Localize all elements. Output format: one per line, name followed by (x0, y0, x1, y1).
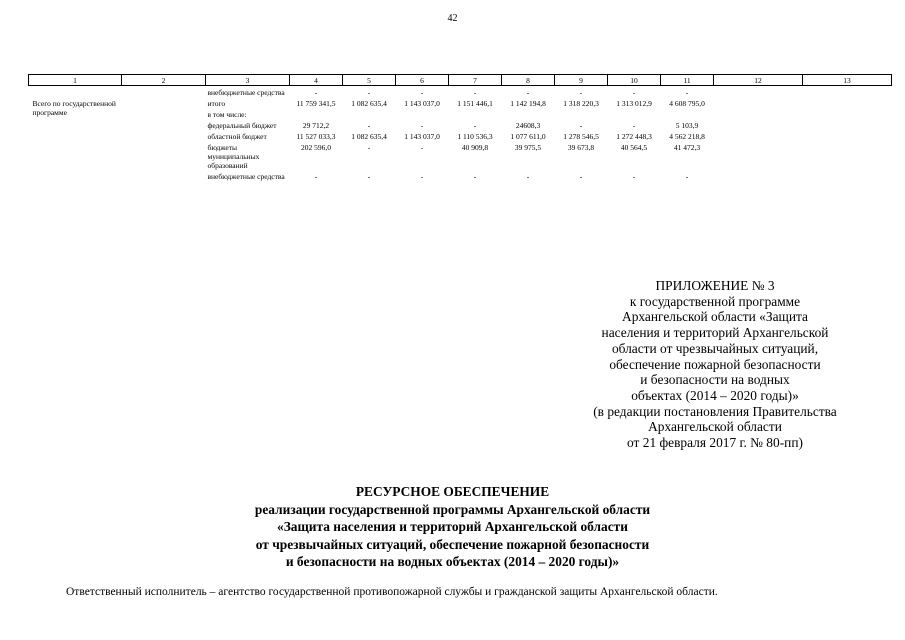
column-header: 5 (343, 75, 396, 86)
source-label: федеральный бюджет (207, 121, 277, 130)
value-cell (608, 108, 661, 119)
column-header: 7 (449, 75, 502, 86)
value-cell (555, 108, 608, 119)
responsible-executor: Ответственный исполнитель – агентство государственной противопожарной службы и гражданской защиты Архангельской области. (66, 586, 718, 598)
column-header: 13 (803, 75, 892, 86)
empty-cell (714, 108, 803, 119)
value-cell: - (420, 121, 424, 130)
value-cell (502, 108, 555, 119)
value-cell: 1 143 037,0 (404, 99, 440, 108)
value-cell: 1 082 635,4 (351, 99, 387, 108)
heading-line: от чрезвычайных ситуаций, обеспечение пожарной безопасности (255, 536, 650, 552)
empty-cell (122, 86, 206, 98)
value-cell: - (579, 88, 583, 97)
value-cell: - (314, 172, 318, 181)
value-cell: 40 564,5 (620, 143, 648, 152)
value-cell: 4 562 218,8 (669, 132, 705, 141)
program-cell: Всего по государственной программе (32, 99, 116, 117)
column-header: 8 (502, 75, 555, 86)
value-cell: - (420, 143, 424, 152)
value-cell: 1 082 635,4 (351, 132, 387, 141)
appendix-line: Архангельской области «Защита (622, 309, 808, 325)
source-label: бюджеты муниципальных образований (207, 143, 260, 170)
value-cell: - (367, 143, 371, 152)
value-cell: - (632, 88, 636, 97)
appendix-line: области от чрезвычайных ситуаций, (611, 340, 819, 356)
value-cell: 11 759 341,5 (296, 99, 336, 108)
value-cell: - (685, 172, 689, 181)
column-header: 11 (661, 75, 714, 86)
empty-cell (714, 130, 803, 141)
column-header: 2 (122, 75, 206, 86)
empty-cell (122, 97, 206, 181)
empty-cell (714, 170, 803, 181)
column-header: 3 (206, 75, 290, 86)
value-cell: - (685, 88, 689, 97)
value-cell: 29 712,2 (302, 121, 330, 130)
value-cell: 1 143 037,0 (404, 132, 440, 141)
table-row (29, 97, 892, 108)
value-cell: - (632, 121, 636, 130)
appendix-line: Архангельской области (648, 419, 782, 435)
value-cell: - (526, 88, 530, 97)
value-cell: - (314, 88, 318, 97)
value-cell: - (579, 121, 583, 130)
value-cell: 40 909,8 (461, 143, 489, 152)
appendix-line: (в редакции постановления Правительства (593, 403, 837, 419)
appendix-line: и безопасности на водных (640, 372, 790, 388)
value-cell: - (579, 172, 583, 181)
appendix-block (570, 278, 860, 451)
appendix-line: объектах (2014 – 2020 годы)» (631, 387, 799, 403)
value-cell: 1 142 194,8 (510, 99, 546, 108)
value-cell (449, 108, 502, 119)
column-header: 10 (608, 75, 661, 86)
value-cell (343, 108, 396, 119)
value-cell (290, 108, 343, 119)
document-heading (0, 483, 905, 571)
value-cell: 5 103,9 (675, 121, 699, 130)
value-cell: 41 472,3 (673, 143, 701, 152)
empty-cell (803, 86, 892, 98)
value-cell: 1 077 611,0 (510, 132, 546, 141)
empty-cell (714, 97, 803, 108)
source-label: областной бюджет (207, 132, 267, 141)
value-cell: 1 313 012,9 (616, 99, 652, 108)
appendix-line: от 21 февраля 2017 г. № 80-пп) (627, 435, 803, 451)
appendix-line: к государственной программе (629, 293, 801, 309)
program-cell (29, 86, 122, 98)
empty-cell (714, 86, 803, 98)
empty-cell (803, 170, 892, 181)
value-cell (661, 108, 714, 119)
source-label: внебюджетные средства (207, 88, 285, 97)
heading-line: реализации государственной программы Архангельской области (254, 501, 651, 517)
value-cell: - (473, 172, 477, 181)
value-cell: 1 272 448,3 (616, 132, 652, 141)
heading-title: РЕСУРСНОЕ ОБЕСПЕЧЕНИЕ (355, 484, 550, 499)
empty-cell (714, 119, 803, 130)
value-cell: - (526, 172, 530, 181)
empty-cell (803, 119, 892, 130)
column-header: 9 (555, 75, 608, 86)
value-cell: 1 110 536,3 (457, 132, 493, 141)
empty-cell (803, 97, 892, 108)
value-cell: - (367, 88, 371, 97)
resource-table (28, 74, 892, 181)
value-cell: 11 527 033,3 (296, 132, 336, 141)
source-label: итого (207, 99, 226, 108)
value-cell: - (632, 172, 636, 181)
value-cell: 202 596,0 (301, 143, 331, 152)
value-cell: - (473, 121, 477, 130)
empty-cell (803, 108, 892, 119)
page-number: 42 (447, 13, 458, 24)
column-header: 6 (396, 75, 449, 86)
value-cell: - (367, 172, 371, 181)
table-header-row (29, 75, 892, 86)
value-cell: 1 151 446,1 (457, 99, 493, 108)
column-header: 1 (29, 75, 122, 86)
source-label: внебюджетные средства (207, 172, 285, 181)
appendix-line: населения и территорий Архангельской (601, 325, 829, 341)
table-row (29, 86, 892, 98)
empty-cell (803, 141, 892, 170)
value-cell: 39 673,8 (567, 143, 595, 152)
value-cell: 1 278 546,5 (563, 132, 599, 141)
appendix-line: обеспечение пожарной безопасности (609, 356, 821, 372)
value-cell: - (473, 88, 477, 97)
column-header: 4 (290, 75, 343, 86)
appendix-title: ПРИЛОЖЕНИЕ № 3 (655, 278, 775, 293)
heading-line: «Защита населения и территорий Архангельской области (277, 519, 628, 534)
value-cell: 39 975,5 (514, 143, 542, 152)
value-cell: 24608,3 (515, 121, 541, 130)
source-label: в том числе: (207, 110, 247, 119)
column-header: 12 (714, 75, 803, 86)
empty-cell (714, 141, 803, 170)
heading-line: и безопасности на водных объектах (2014 – 2020 годы)» (285, 554, 620, 569)
value-cell (396, 108, 449, 119)
value-cell: 4 608 795,0 (669, 99, 705, 108)
value-cell: - (420, 172, 424, 181)
value-cell: - (367, 121, 371, 130)
value-cell: - (420, 88, 424, 97)
value-cell: 1 318 220,3 (563, 99, 599, 108)
empty-cell (803, 130, 892, 141)
